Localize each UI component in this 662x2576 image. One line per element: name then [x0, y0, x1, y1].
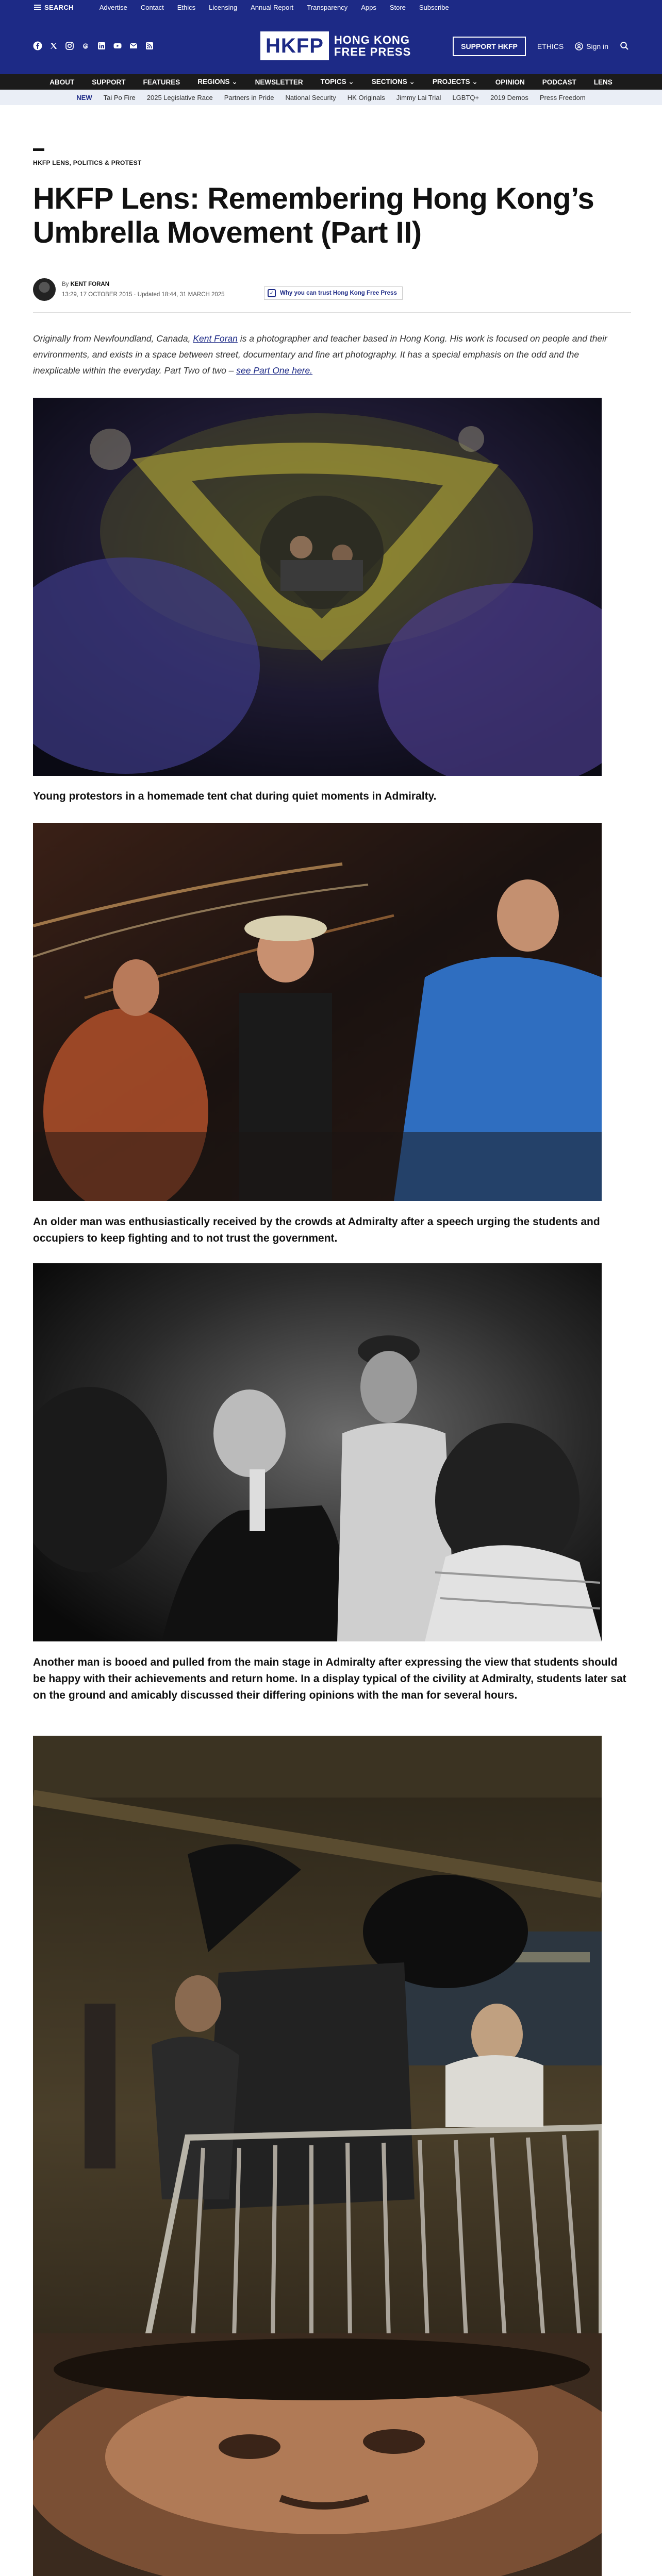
- nav-about[interactable]: ABOUT: [49, 78, 75, 86]
- tent-image: [33, 398, 602, 776]
- util-link-ethics[interactable]: Ethics: [177, 3, 196, 11]
- nav-topics[interactable]: [321, 78, 354, 86]
- article-dates: 13:29, 17 OCTOBER 2015 · Updated 18:44, 31 MARCH 2025: [62, 292, 225, 298]
- util-link-annual-report[interactable]: Annual Report: [251, 3, 294, 11]
- logo-wordmark: [334, 34, 411, 58]
- util-link-store[interactable]: Store: [389, 3, 406, 11]
- older-man-image: [33, 823, 602, 1201]
- author-avatar[interactable]: [33, 278, 56, 301]
- photo-tent[interactable]: [33, 398, 602, 776]
- social-links: [33, 41, 154, 50]
- util-link-apps[interactable]: Apps: [361, 3, 376, 11]
- logo-line-2: FREE PRESS: [334, 45, 411, 58]
- util-link-transparency[interactable]: Transparency: [307, 3, 348, 11]
- man-booed-image: [33, 1263, 602, 1641]
- site-logo[interactable]: [260, 31, 411, 60]
- intro-text-1: Originally from Newfoundland, Canada,: [33, 333, 193, 344]
- main-nav: [0, 74, 662, 90]
- photo-older-man[interactable]: [33, 823, 602, 1201]
- nav-support[interactable]: SUPPORT: [92, 78, 126, 86]
- trust-label: Why you can trust Hong Kong Free Press: [280, 290, 397, 296]
- nav-sections-label: SECTIONS: [371, 78, 407, 86]
- title-rule: [33, 148, 44, 151]
- author-name[interactable]: KENT FORAN: [70, 281, 110, 287]
- threads-icon[interactable]: [81, 41, 90, 50]
- intro-text-2: is a photographer and teacher based in Hong Kong. His work is focused on people and their environments, and exists in a space between street, documentary and fine art photography. It has a special emphasis on the odd and the inexplicable within the everyday. Part Two of two –: [33, 333, 607, 376]
- header-actions: [453, 37, 629, 56]
- byline-divider: [33, 312, 631, 313]
- rss-icon[interactable]: [145, 41, 154, 50]
- nav-podcast[interactable]: PODCAST: [542, 78, 576, 86]
- nav-opinion[interactable]: OPINION: [495, 78, 525, 86]
- nav-newsletter[interactable]: NEWSLETTER: [255, 78, 303, 86]
- search-label: SEARCH: [44, 3, 74, 11]
- util-link-advertise[interactable]: Advertise: [99, 3, 127, 11]
- barricade-image: [33, 1736, 602, 2576]
- ethics-link[interactable]: ETHICS: [537, 42, 564, 50]
- caption-older-man: An older man was enthusiastically received by the crowds at Admiralty after a speech urging the students and occupiers to keep fighting and to not trust the government.: [33, 1216, 600, 1244]
- util-link-contact[interactable]: Contact: [140, 3, 164, 11]
- part-one-link[interactable]: see Part One here.: [236, 365, 313, 376]
- email-icon[interactable]: [129, 41, 138, 50]
- search-icon[interactable]: [620, 41, 629, 52]
- nav-projects[interactable]: [433, 78, 478, 86]
- trending-bar: [0, 90, 662, 105]
- nav-topics-label: TOPICS: [320, 78, 346, 86]
- chevron-down-icon: ⌄: [348, 78, 354, 86]
- caption-man-booed: Another man is booed and pulled from the main stage in Admiralty after expressing the view that students should be happy with their achievements and return home. In a display typical of the civility at Admiralty, students later sat on the ground and amicably discussed their differing opinions with the man for several hours.: [33, 1656, 626, 1701]
- search-button[interactable]: [34, 4, 74, 11]
- trending-press-freedom[interactable]: Press Freedom: [539, 93, 586, 101]
- caption-tent: Young protestors in a homemade tent chat during quiet moments in Admiralty.: [33, 790, 437, 802]
- trust-button[interactable]: [264, 286, 403, 300]
- trending-hk-originals[interactable]: HK Originals: [347, 93, 385, 101]
- article-title: HKFP Lens: Remembering Hong Kong’s Umbrella Movement (Part II): [33, 182, 594, 249]
- utility-links: [100, 4, 449, 11]
- trending-tai-po-fire[interactable]: Tai Po Fire: [103, 93, 136, 101]
- author-link[interactable]: Kent Foran: [193, 333, 238, 344]
- photo-barricade[interactable]: [33, 1736, 602, 2576]
- nav-features[interactable]: FEATURES: [143, 78, 180, 86]
- nav-lens[interactable]: LENS: [593, 78, 613, 86]
- support-hkfp-button[interactable]: SUPPORT HKFP: [453, 37, 526, 56]
- article-intro: [33, 331, 626, 379]
- facebook-icon[interactable]: [33, 41, 42, 50]
- photo-man-booed[interactable]: [33, 1263, 602, 1641]
- trending-lgbtq[interactable]: LGBTQ+: [452, 93, 479, 101]
- trending-legislative-race[interactable]: 2025 Legislative Race: [146, 93, 213, 101]
- new-badge: NEW: [76, 93, 92, 101]
- check-shield-icon: ✓: [268, 289, 276, 297]
- chevron-down-icon: ⌄: [231, 78, 238, 86]
- byline-text: [62, 279, 225, 300]
- nav-sections[interactable]: [372, 78, 415, 86]
- author-prefix: By: [62, 281, 69, 287]
- linkedin-icon[interactable]: [97, 41, 106, 50]
- user-icon: [575, 42, 583, 50]
- logo-mark: HKFP: [260, 31, 329, 60]
- site-header: [0, 14, 662, 74]
- sign-in-button[interactable]: [575, 42, 608, 50]
- chevron-down-icon: ⌄: [409, 78, 415, 86]
- logo-line-1: HONG KONG: [334, 33, 410, 46]
- author-line: [62, 279, 225, 290]
- chevron-down-icon: ⌄: [472, 78, 478, 86]
- utility-bar: [0, 0, 662, 14]
- trending-jimmy-lai-trial[interactable]: Jimmy Lai Trial: [396, 93, 441, 101]
- trending-partners-in-pride[interactable]: Partners in Pride: [224, 93, 274, 101]
- nav-regions-label: REGIONS: [197, 78, 230, 86]
- nav-regions[interactable]: [197, 78, 237, 86]
- article-kicker[interactable]: HKFP LENS, POLITICS & PROTEST: [33, 159, 142, 166]
- sign-in-label: Sign in: [586, 42, 608, 50]
- byline: [33, 278, 225, 301]
- util-link-licensing[interactable]: Licensing: [209, 3, 238, 11]
- menu-icon: [34, 5, 41, 10]
- instagram-icon[interactable]: [65, 41, 74, 50]
- youtube-icon[interactable]: [113, 41, 122, 50]
- trending-national-security[interactable]: National Security: [285, 93, 336, 101]
- util-link-subscribe[interactable]: Subscribe: [419, 3, 449, 11]
- trending-2019-demos[interactable]: 2019 Demos: [490, 93, 528, 101]
- nav-projects-label: PROJECTS: [432, 78, 470, 86]
- x-twitter-icon[interactable]: [49, 41, 58, 50]
